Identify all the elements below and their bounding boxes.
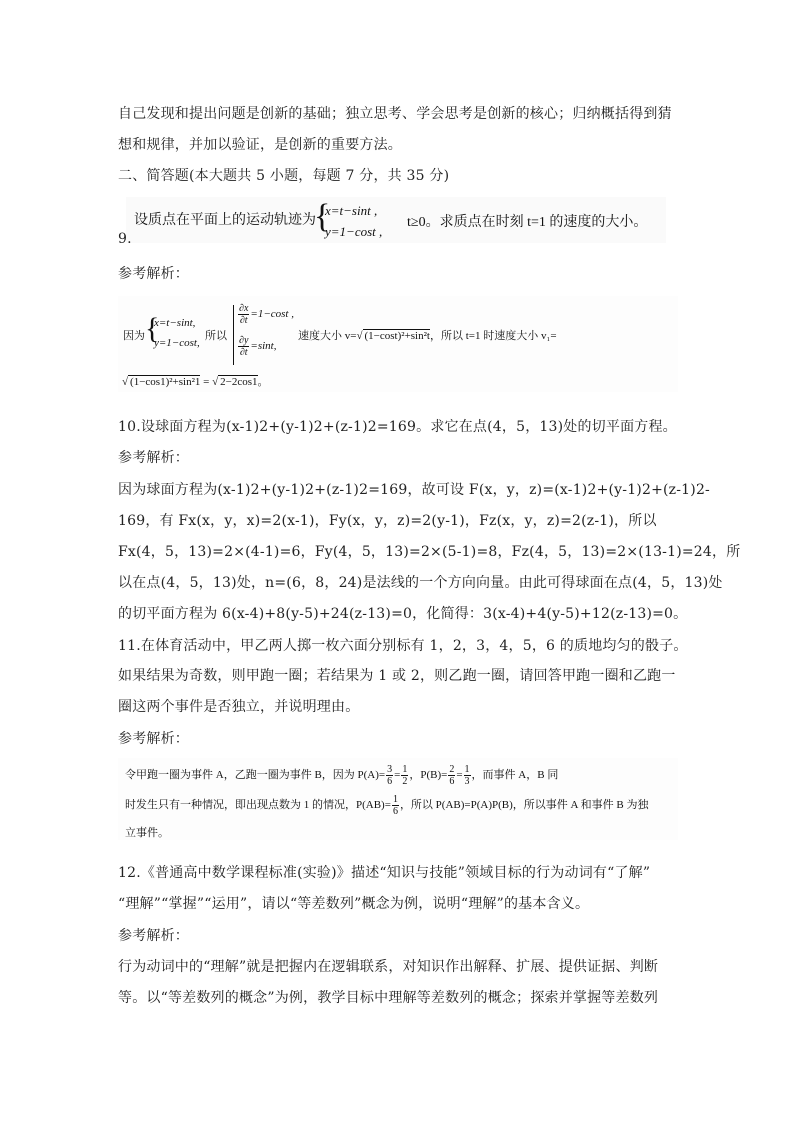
q9-sol-speed-suffix: ，所以 t=1 时速度大小 v₁=: [429, 330, 557, 342]
q9-stem-suffix: t≥0。求质点在时刻 t=1 的速度的大小。: [407, 215, 648, 230]
q9-stem-eq-y: y=1−cost ,: [325, 224, 383, 239]
q9-sol-result-root1: (1−cos1)²+sin²1: [130, 376, 201, 388]
q9-sol-eq-x: x=t−sint,: [154, 317, 196, 329]
q9-sol-dy-den: ∂t: [239, 347, 248, 358]
q11-sol-frac-den: 6: [449, 776, 455, 787]
q11-sol-l1-c: ，而事件 A，B 同: [471, 769, 559, 782]
q9-stem-prefix: 设质点在平面上的运动轨迹为: [134, 213, 316, 228]
q9-sol-result: [122, 373, 269, 389]
q11-sol-frac-num: 1: [402, 764, 408, 775]
q11-sol-eq: =: [394, 769, 401, 782]
q9-sol-eq-y: y=1−cost,: [154, 337, 200, 349]
q11-sol-frac-den: 2: [402, 776, 408, 787]
q11-sol-frac-num: 2: [449, 764, 455, 775]
q9-stem-eq-x: x=t−sint ,: [325, 203, 378, 218]
q9-stem-brace: {: [314, 198, 331, 235]
q12-answer-line-2: 等。以“等差数列的概念”为例，教学目标中理解等差数列的概念；探索并掌握等差数列: [118, 990, 659, 1006]
q9-sol-result-eq: =: [203, 376, 210, 388]
q9-sol-dx: [237, 303, 294, 326]
q9-sol-result-end: 。: [257, 376, 269, 388]
q11-sol-line-2: [125, 794, 648, 817]
q9-sol-dx-rhs: =1−cost ,: [250, 308, 294, 321]
q10-answer-line-2: 169，有 Fx(x，y，x)=2(x-1)，Fy(x，y，z)=2(y-1)，Fz(x，y，z)=2(z-1)，所以: [118, 513, 657, 529]
q9-sol-dx-num: ∂x: [239, 303, 249, 314]
sqrt-icon: √: [122, 376, 129, 388]
q10-answer-line-4: 以在点(4，5，13)处，n=(6，8，24)是法线的一个方向向量。由此可得球面在点(4，5，13)处: [118, 575, 723, 591]
q11-sol-eq: =: [456, 769, 463, 782]
q11-sol-line-1: [125, 764, 558, 787]
q9-sol-dy: [237, 335, 276, 358]
q9-sol-speed-prefix: 速度大小 v=: [298, 330, 357, 342]
q10-answer-label: 参考解析：: [118, 450, 189, 466]
q9-sol-dy-num: ∂y: [239, 335, 249, 346]
q11-sol-l2-a: 时发生只有一种情况，即出现点数为 1 的情况，P(AB)=: [125, 799, 391, 812]
q11-stem-line-1: 11.在体育活动中，甲乙两人掷一枚六面分别标有 1，2，3，4，5，6 的质地均匀的骰子。: [118, 638, 688, 654]
q11-sol-line-3: 立事件。: [125, 827, 169, 839]
q12-answer-label: 参考解析：: [118, 928, 189, 944]
intro-line-1: 自己发现和提出问题是创新的基础；独立思考、学会思考是创新的核心；归纳概括得到猜: [118, 106, 672, 122]
q9-sol-brace-1: {: [145, 312, 160, 345]
sqrt-icon: √: [356, 330, 363, 342]
q9-number: 9.: [118, 231, 132, 247]
q9-sol-system-bar: [233, 305, 234, 365]
q11-sol-frac-num: 3: [387, 764, 393, 775]
q12-answer-line-1: 行为动词中的“理解”就是把握内在逻辑联系，对知识作出解释、扩展、提供证据、判断: [118, 959, 659, 975]
q10-answer-line-1: 因为球面方程为(x-1)2+(y-1)2+(z-1)2=169，故可设 F(x，y，z)=(x-1)2+(y-1)2+(z-1)2-: [118, 482, 710, 498]
q12-stem-line-2: “理解”“掌握”“运用”，请以“等差数列”概念为例，说明“理解”的基本含义。: [118, 896, 590, 912]
q11-stem-line-3: 圈这两个事件是否独立，并说明理由。: [118, 699, 360, 715]
sqrt-icon: √: [212, 376, 219, 388]
q9-sol-dy-rhs: =sint,: [250, 340, 277, 353]
q11-sol-l2-b: ，所以 P(AB)=P(A)P(B)，所以事件 A 和事件 B 为独: [399, 799, 649, 812]
q9-answer-label: 参考解析：: [118, 266, 189, 282]
q9-sol-speed: [298, 327, 557, 343]
q9-sol-result-root2: 2−2cos1: [220, 376, 258, 388]
q9-sol-dx-den: ∂t: [239, 315, 248, 326]
q12-stem-line-1: 12.《普通高中数学课程标准(实验)》描述“知识与技能”领域目标的行为动词有“了解”: [118, 865, 651, 881]
q11-sol-frac-den: 6: [387, 776, 393, 787]
q11-sol-frac-den: 6: [392, 806, 398, 817]
q11-sol-frac-num: 1: [464, 764, 470, 775]
section-title: 二、简答题(本大题共 5 小题，每题 7 分，共 35 分): [118, 168, 450, 184]
q11-sol-l1-a: 令甲跑一圈为事件 A，乙跑一圈为事件 B，因为 P(A)=: [125, 769, 386, 782]
q10-answer-line-5: 的切平面方程为 6(x-4)+8(y-5)+24(z-13)=0，化简得：3(x-4)+4(y-5)+12(z-13)=0。: [118, 606, 688, 622]
q9-sol-so: 所以: [205, 330, 227, 342]
intro-line-2: 想和规律，并加以验证，是创新的重要方法。: [118, 137, 402, 153]
q9-sol-because: 因为: [123, 330, 145, 342]
q11-sol-frac-num: 1: [392, 794, 398, 805]
q11-answer-label: 参考解析：: [118, 731, 189, 747]
q11-stem-line-2: 如果结果为奇数，则甲跑一圈；若结果为 1 或 2，则乙跑一圈，请回答甲跑一圈和乙跑一: [118, 668, 676, 684]
q11-sol-l1-b: ，P(B)=: [409, 769, 448, 782]
q10-answer-line-3: Fx(4，5，13)=2×(4-1)=6，Fy(4，5，13)=2×(5-1)=8，Fz(4，5，13)=2×(13-1)=24，所: [118, 544, 741, 560]
q10-stem: 10.设球面方程为(x-1)2+(y-1)2+(z-1)2=169。求它在点(4，5，13)处的切平面方程。: [118, 419, 677, 435]
q9-sol-speed-root: (1−cost)²+sin²t: [364, 330, 430, 342]
q11-sol-frac-den: 3: [464, 776, 470, 787]
